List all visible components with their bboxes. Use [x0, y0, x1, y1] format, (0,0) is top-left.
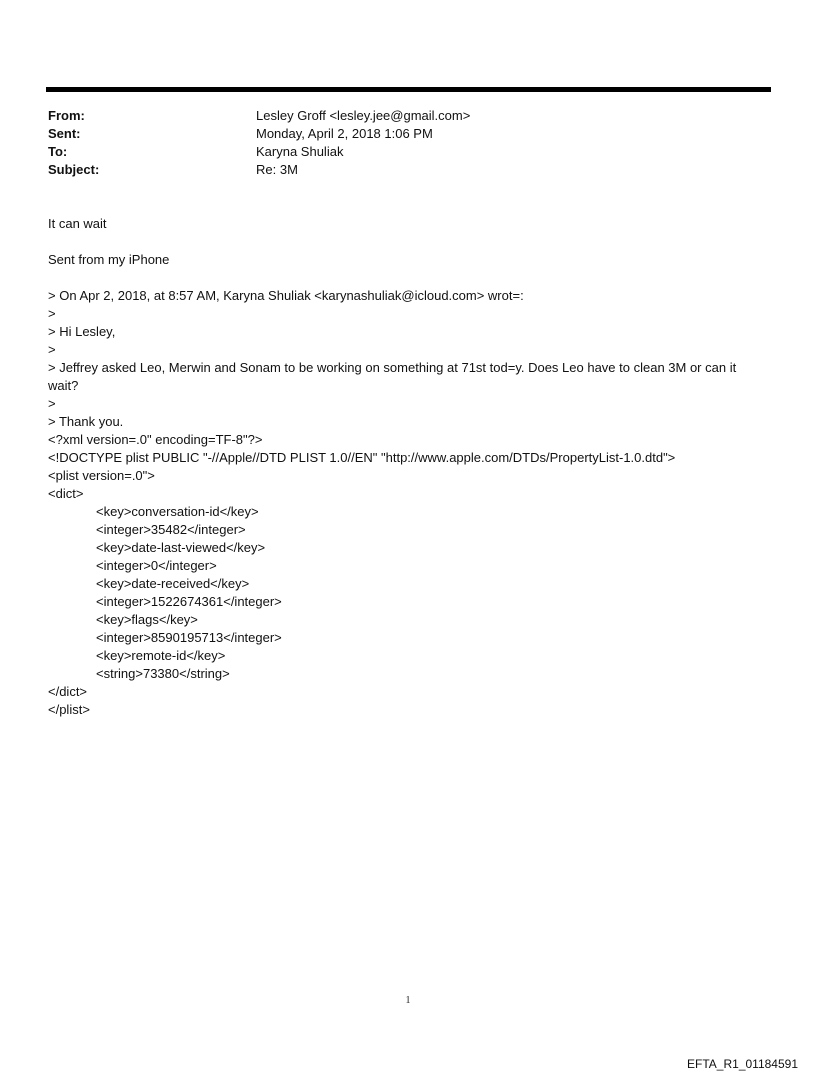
- plist-line: <integer>0</integer>: [96, 558, 217, 573]
- email-headers: [48, 107, 748, 179]
- plist-line: <key>date-received</key>: [96, 576, 250, 591]
- header-label: Subject:: [48, 162, 100, 177]
- header-from: [48, 107, 748, 125]
- plist-line: <key>flags</key>: [96, 612, 198, 627]
- plist-line: <?xml version=.0" encoding=TF-8"?>: [48, 432, 263, 447]
- plist-line: <dict>: [48, 486, 84, 501]
- header-rule: [46, 87, 771, 92]
- quoted-line: > On Apr 2, 2018, at 8:57 AM, Karyna Shuliak <karynashuliak@icloud.com> wrot=:: [48, 288, 524, 303]
- header-sent: [48, 125, 748, 143]
- page-number: 1: [405, 995, 411, 1006]
- quoted-line: > Thank you.: [48, 414, 124, 429]
- header-label: Sent:: [48, 126, 81, 141]
- header-value: Re: 3M: [256, 162, 298, 177]
- header-subject: [48, 161, 748, 179]
- quoted-line: > Hi Lesley,: [48, 324, 116, 339]
- plist-line: <plist version=.0">: [48, 468, 155, 483]
- plist-line: </dict>: [48, 684, 88, 699]
- plist-line: <!DOCTYPE plist PUBLIC "-//Apple//DTD PLIST 1.0//EN" "http://www.apple.com/DTDs/PropertyList-1.0.dtd">: [48, 450, 676, 465]
- header-to: [48, 143, 748, 161]
- quoted-line: >: [48, 396, 56, 411]
- plist-line: </plist>: [48, 702, 90, 717]
- quoted-line: >: [48, 342, 56, 357]
- header-label: To:: [48, 144, 68, 159]
- signature-text: Sent from my iPhone: [48, 252, 170, 267]
- quoted-line: > Jeffrey asked Leo, Merwin and Sonam to be working on something at 71st tod=y. Does Leo have to clean 3M or can it wait?: [48, 360, 740, 393]
- document-id: EFTA_R1_01184591: [687, 1057, 798, 1071]
- header-value: Monday, April 2, 2018 1:06 PM: [256, 126, 433, 141]
- plist-line: <key>remote-id</key>: [96, 648, 226, 663]
- plist-line: <key>date-last-viewed</key>: [96, 540, 266, 555]
- email-body: [48, 215, 768, 719]
- reply-text: It can wait: [48, 216, 107, 231]
- plist-line: <string>73380</string>: [96, 666, 230, 681]
- quoted-message: [48, 287, 768, 431]
- plist-line: <integer>8590195713</integer>: [96, 630, 282, 645]
- quoted-line: >: [48, 306, 56, 321]
- plist-line: <integer>1522674361</integer>: [96, 594, 282, 609]
- plist-line: <key>conversation-id</key>: [96, 504, 259, 519]
- header-value: Karyna Shuliak: [256, 144, 344, 159]
- plist-block: [48, 431, 768, 719]
- header-value: Lesley Groff <lesley.jee@gmail.com>: [256, 108, 471, 123]
- header-label: From:: [48, 108, 85, 123]
- plist-line: <integer>35482</integer>: [96, 522, 246, 537]
